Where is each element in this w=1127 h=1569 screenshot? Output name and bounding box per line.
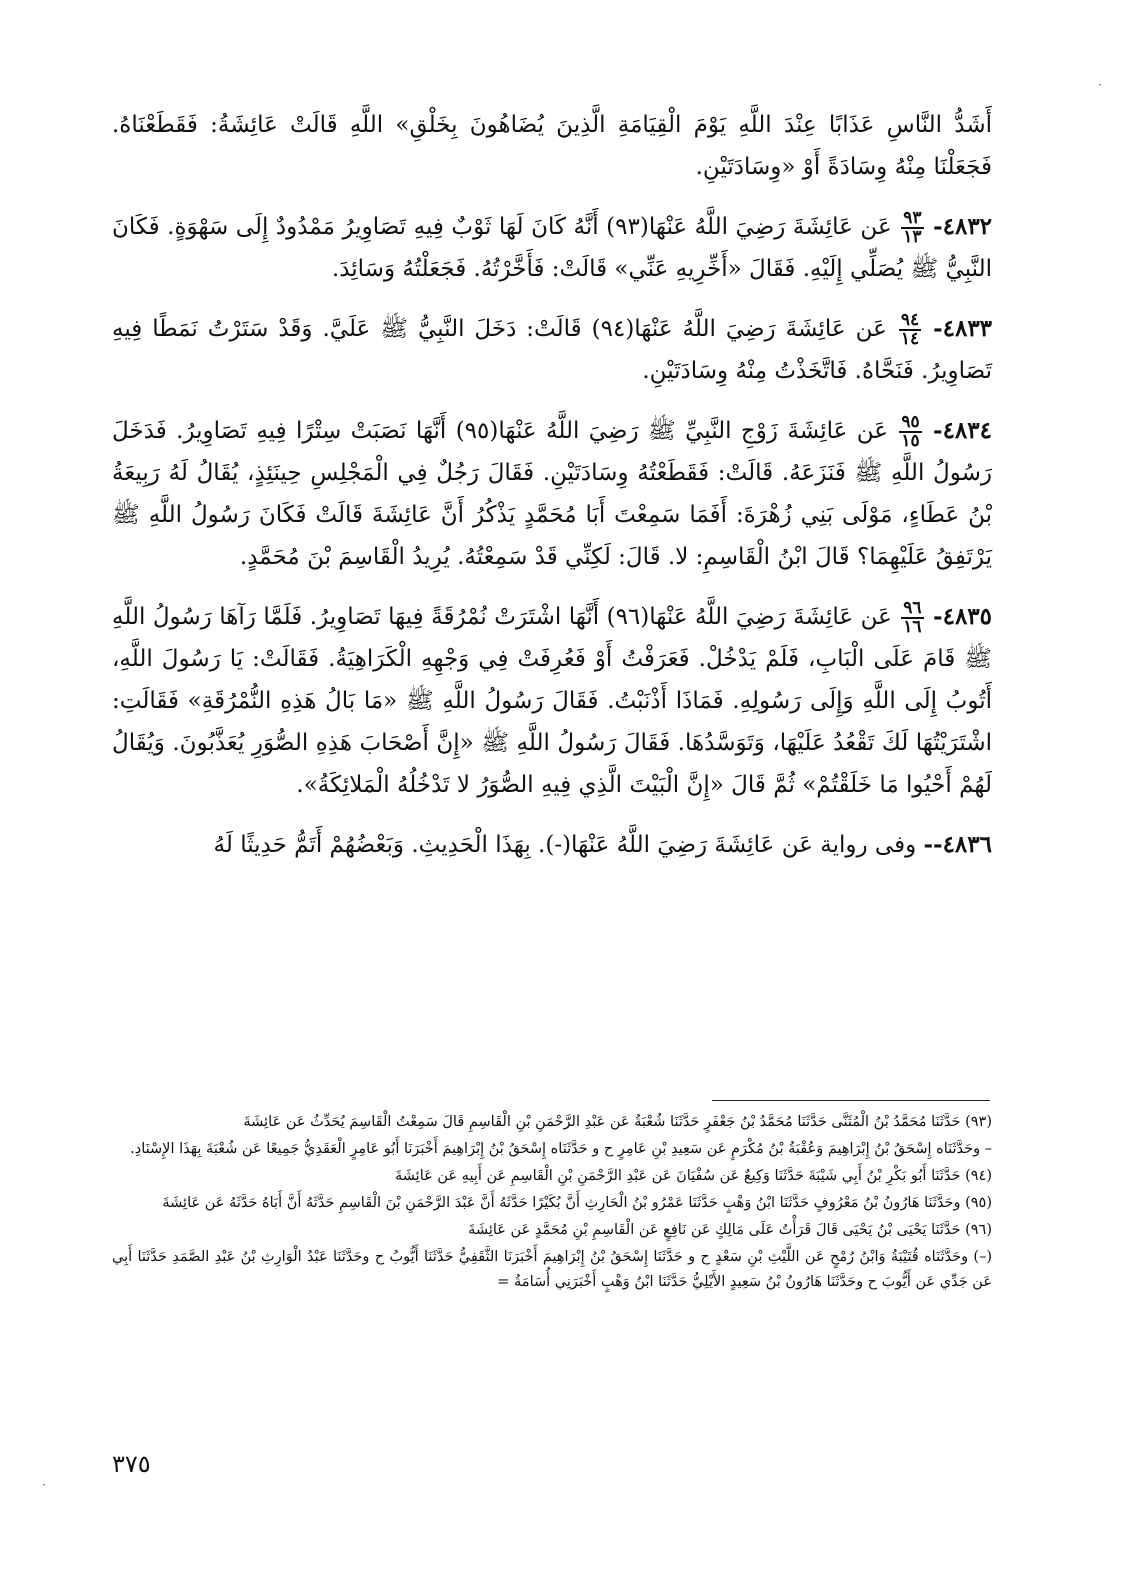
hadith-number: ٤٨٣٢- xyxy=(933,213,993,240)
hadith-fraction xyxy=(899,414,921,450)
footnote: (–) وحَدَّثَنَاه قُتَيْبَةُ وَابْنُ رُمْحٍ عَن اللَّيْثِ بْنِ سَعْدٍ ح و حَدَّثَنَا إِسْحَقُ بْنُ إِبْرَاهِيمَ أَخْبَرَنَا الثَّقَفِيُّ حَدَّثَنَا أَيُّوبُ ح وحَدَّثَنَا عَبْدُ الْوَارِثِ بْنُ عَبْدِ الصَّمَدِ حَدَّثَنَا أَبِي عَن جَدِّي عَن أَيُّوبَ ح وحَدَّثَنَا هَارُونُ بْنُ سَعِيدٍ الأَيْلِيُّ حَدَّثَنَا ابْنُ وَهْبٍ أَخْبَرَنِي أُسَامَةُ = xyxy=(112,1249,992,1290)
fraction-top: ٩٥ xyxy=(901,412,920,432)
intro-paragraph: أَشَدُّ النَّاسِ عَذَابًا عِنْدَ اللَّهِ يَوْمَ الْقِيَامَةِ الَّذِينَ يُضَاهُونَ بِخَلْقِ» اللَّهِ قَالَتْ عَائِشَةُ: فَقَطَعْنَاهُ. فَجَعَلْنَا مِنْهُ وِسَادَةً أَوْ «وِسَادَتَيْنِ. xyxy=(112,112,992,180)
hadith-number: ٤٨٣٤- xyxy=(933,417,992,444)
hadith-fraction xyxy=(901,210,923,246)
footnote-divider xyxy=(712,1100,990,1101)
fraction-top: ٩٣ xyxy=(903,208,922,228)
footnote: (٩٦) حَدَّثَنَا يَحْيَى بْنُ يَحْيَى قَالَ قَرَأْتُ عَلَى مَالِكٍ عَن نَافِعٍ عَن الْقَاسِمِ بْنِ مُحَمَّدٍ عَن عَائِشَةَ xyxy=(468,1222,992,1238)
hadith-text: عَن عَائِشَةَ زَوْجِ النَّبِيِّ ﷺ رَضِيَ اللَّهُ عَنْهَا(٩٥) أَنَّهَا نَصَبَتْ سِتْرًا فِيهِ تَصَاوِيرُ. فَدَخَلَ رَسُولُ اللَّهِ ﷺ فَنَزَعَهُ. قَالَتْ: فَقَطَعْتُهُ وِسَادَتَيْنِ. فَقَالَ رَجُلٌ فِي الْمَجْلِسِ حِينَئِذٍ، يُقَالُ لَهُ رَبِيعَةُ بْنُ عَطَاءٍ، مَوْلَى بَنِي زُهْرَةَ: أَفَمَا سَمِعْتَ أَبَا مُحَمَّدٍ يَذْكُرُ أَنَّ عَائِشَةَ قَالَتْ فَكَانَ رَسُولُ اللَّهِ ﷺ يَرْتَفِقُ عَلَيْهِمَا؟ قَالَ ابْنُ الْقَاسِمِ: لا. قَالَ: لَكِنِّي قَدْ سَمِعْتُهُ. يُرِيدُ الْقَاسِمَ بْنَ مُحَمَّدٍ. xyxy=(112,418,992,570)
footnote: (٩٥) وحَدَّثَنَا هَارُونُ بْنُ مَعْرُوفٍ حَدَّثَنَا ابْنُ وَهْبٍ حَدَّثَنَا عَمْرُو بْنُ الْحَارِثِ أَنَّ بُكَيْرًا حَدَّثَهُ أَنَّ عَبْدَ الرَّحْمَنِ بْنَ الْقَاسِمِ حَدَّثَهُ أَنَّ أَبَاهُ حَدَّثَهُ عَن عَائِشَةَ xyxy=(162,1195,992,1211)
hadith-number: ٤٨٣٦-- xyxy=(923,831,992,858)
hadith-text: عَن عَائِشَةَ رَضِيَ اللَّهُ عَنْهَا(٩٤) قَالَتْ: دَخَلَ النَّبِيُّ ﷺ عَلَيَّ. وَقَدْ سَتَرْتُ نَمَطًا فِيهِ تَصَاوِيرُ. فَنَحَّاهُ. فَاتَّخَذْتُ مِنْهُ وِسَادَتَيْنِ. xyxy=(112,316,992,384)
hadith-paragraph xyxy=(112,308,992,392)
footnote: (٩٤) حَدَّثَنَا أَبُو بَكْرِ بْنُ أَبِي شَيْبَةَ حَدَّثَنَا وَكِيعٌ عَن سُفْيَانَ عَن عَبْدِ الرَّحْمَنِ بْنِ الْقَاسِمِ عَن أَبِيهِ عَن عَائِشَةَ xyxy=(394,1168,992,1184)
footnote: (٩٣) حَدَّثَنَا مُحَمَّدُ بْنُ الْمُثَنَّى حَدَّثَنَا مُحَمَّدُ بْنُ جَعْفَرٍ حَدَّثَنَا شُعْبَةُ عَن عَبْدِ الرَّحْمَنِ بْنِ الْقَاسِمِ قَالَ سَمِعْتُ الْقَاسِمَ يُحَدِّثُ عَن عَائِشَةَ xyxy=(243,1114,992,1130)
page-number: ٣٧٥ xyxy=(112,1450,151,1478)
fraction-bottom: ١٣ xyxy=(903,227,922,247)
hadith-text: عَن عَائِشَةَ رَضِيَ اللَّهُ عَنْهَا(٩٣) أَنَّهُ كَانَ لَهَا ثَوْبٌ فِيهِ تَصَاوِيرُ مَمْدُودٌ إِلَى سَهْوَةٍ. فَكَانَ النَّبِيُّ ﷺ يُصَلِّي إِلَيْهِ. فَقَالَ «أَخِّرِيهِ عَنِّي» قَالَتْ: فَأَخَّرْتُهُ. فَجَعَلْتُهُ وَسَائِدَ. xyxy=(112,214,992,282)
fraction-top: ٩٤ xyxy=(900,310,920,330)
fraction-bottom: ١٦ xyxy=(903,617,922,637)
hadith-paragraph xyxy=(112,410,992,578)
hadith-number: ٤٨٣٣- xyxy=(933,315,993,342)
hadith-text: وفى رواية عَن عَائِشَةَ رَضِيَ اللَّهُ عَنْهَا(-). بِهَذَا الْحَدِيثِ. وَبَعْضُهُمْ أَتَمُّ حَدِيثًا لَهُ xyxy=(213,832,917,858)
hadith-number: ٤٨٣٥- xyxy=(933,603,993,630)
hadith-fraction xyxy=(901,600,923,636)
hadith-paragraph xyxy=(112,824,992,866)
main-text xyxy=(112,104,992,884)
hadith-paragraph xyxy=(112,596,992,806)
fraction-bottom: ١٤ xyxy=(900,329,920,349)
hadith-paragraph xyxy=(112,206,992,290)
fraction-top: ٩٦ xyxy=(903,598,922,618)
hadith-text: عَن عَائِشَةَ رَضِيَ اللَّهُ عَنْهَا(٩٦) أَنَّهَا اشْتَرَتْ نُمْرُقَةً فِيهَا تَصَاوِيرُ. فَلَمَّا رَآهَا رَسُولُ اللَّهِ ﷺ قَامَ عَلَى الْبَابِ، فَلَمْ يَدْخُلْ. فَعَرَفْتُ أَوْ فَعُرِفَتْ فِي وَجْهِهِ الْكَرَاهِيَةُ. فَقَالَتْ: يَا رَسُولَ اللَّهِ، أَتُوبُ إِلَى اللَّهِ وَإِلَى رَسُولِهِ. فَمَاذَا أَذْنَبْتُ. فَقَالَ رَسُولُ اللَّهِ ﷺ «مَا بَالُ هَذِهِ النُّمْرُقَةِ» فَقَالَتِ: اشْتَرَيْتُهَا لَكَ تَقْعُدُ عَلَيْهَا، وَتَوَسَّدُهَا. فَقَالَ رَسُولُ اللَّهِ ﷺ «إِنَّ أَصْحَابَ هَذِهِ الصُّوَرِ يُعَذَّبُونَ. وَيُقَالُ لَهُمْ أَحْيُوا مَا خَلَقْتُمْ» ثُمَّ قَالَ «إِنَّ الْبَيْتَ الَّذِي فِيهِ الصُّوَرُ لا تَدْخُلُهُ الْمَلائِكَةُ». xyxy=(112,604,992,798)
hadith-fraction xyxy=(899,312,921,348)
footnote: – وحَدَّثَنَاه إِسْحَقُ بْنُ إِبْرَاهِيمَ وَعُقْبَةُ بْنُ مُكْرَمٍ عَن سَعِيدِ بْنِ عَامِرٍ ح و حَدَّثَنَاه إِسْحَقُ بْنُ إِبْرَاهِيمَ أَخْبَرَنَا أَبُو عَامِرٍ الْعَقَدِيُّ جَمِيعًا عَن شُعْبَةَ بِهَذَا الإِسْنَادِ. xyxy=(130,1141,992,1157)
fraction-bottom: ١٥ xyxy=(901,431,920,451)
scan-mark: · xyxy=(42,1478,46,1492)
footnotes xyxy=(112,1110,992,1297)
scan-mark: · xyxy=(1098,78,1102,92)
